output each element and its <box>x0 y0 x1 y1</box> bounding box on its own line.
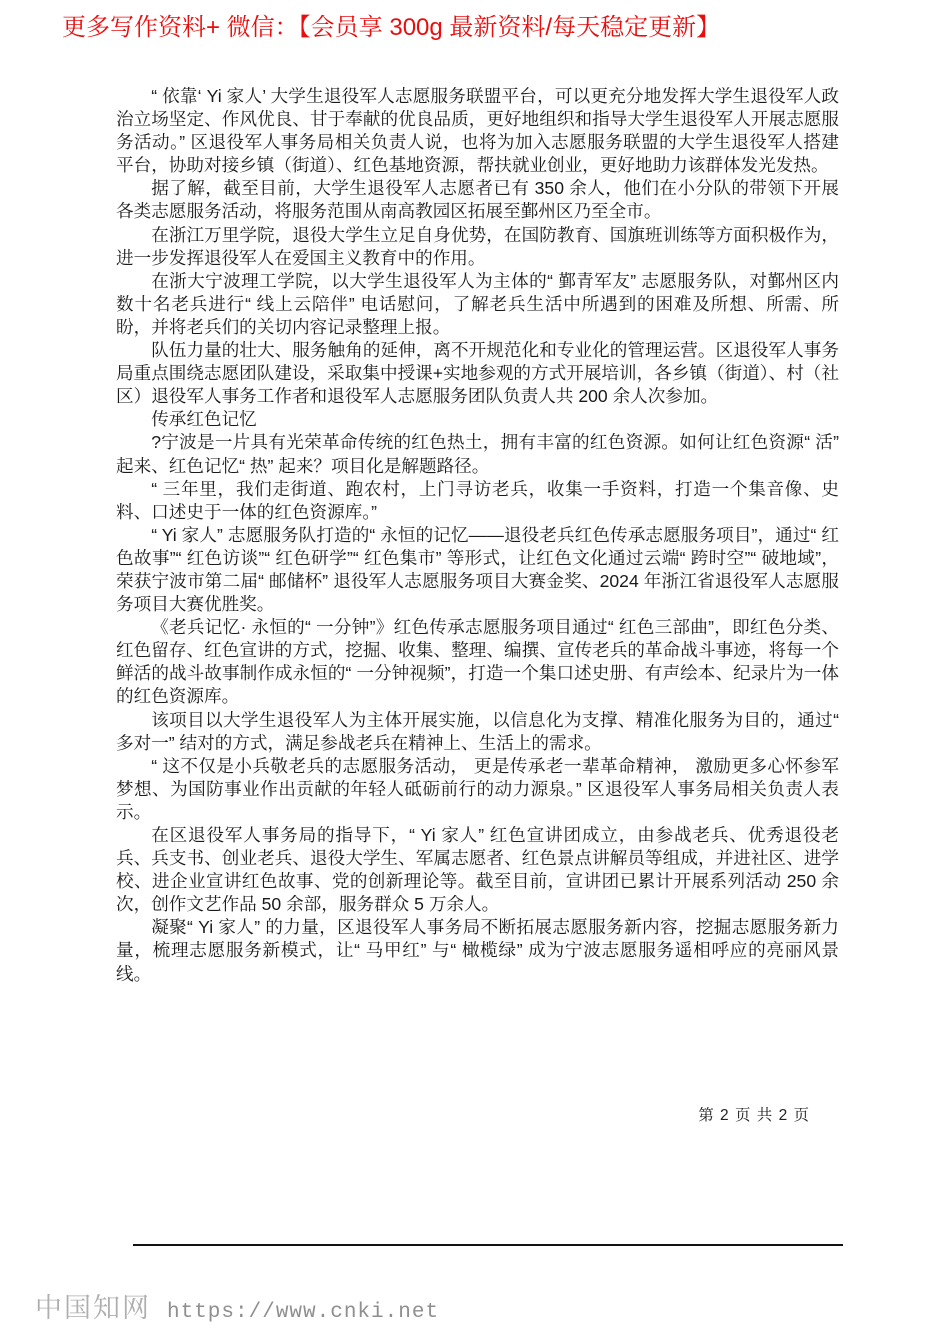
article-body <box>116 85 839 986</box>
cnki-logo: 中国知网 <box>35 1293 151 1323</box>
section-heading: 传承红色记忆 <box>151 409 257 430</box>
paragraph: 在区退役军人事务局的指导下，“ Yi 家人” 红色宣讲团成立，由参战老兵、优秀退役老兵、兵支书、创业老兵、退役大学生、军属志愿者、红色景点讲解员等组成，并进社区、进学校、进企业宣讲红色故事、党的创新理论等。截至目前，宣讲团已累计开展系列活动 250 余次，创作文艺作品 50 余部，服务群众 5 万余人。 <box>116 825 839 915</box>
paragraph: 凝聚“ Yi 家人” 的力量，区退役军人事务局不断拓展志愿服务新内容，挖掘志愿服务新力量，梳理志愿服务新模式，让“ 马甲红” 与“ 橄榄绿” 成为宁波志愿服务遥相呼应的亮丽风景线。 <box>116 917 839 984</box>
paragraph: “ Yi 家人” 志愿服务队打造的“ 永恒的记忆——退役老兵红色传承志愿服务项目”，通过“ 红色故事”“ 红色访谈”“ 红色研学”“ 红色集市” 等形式，让红色文化通过云端“ 跨时空”“ 破地域”，荣获宁波市第二届“ 邮储杯” 退役军人志愿服务项目大赛金奖、2024 年浙江省退役军人志愿服务项目大赛优胜奖。 <box>116 524 839 615</box>
footer-divider <box>133 1244 843 1246</box>
paragraph: “ 这不仅是小兵敬老兵的志愿服务活动， 更是传承老一辈革命精神， 激励更多心怀参军梦想、为国防事业作出贡献的年轻人砥砺前行的动力源泉。” 区退役军人事务局相关负责人表示。 <box>116 755 839 822</box>
paragraph: 队伍力量的壮大、服务触角的延伸，离不开规范化和专业化的管理运营。区退役军人事务局重点围绕志愿团队建设，采取集中授课+实地参观的方式开展培训，各乡镇（街道）、村（社区）退役军人事务工作者和退役军人志愿服务团队负责人共 200 余人次参加。 <box>116 340 839 407</box>
paragraph: 在浙江万里学院，退役大学生立足自身优势，在国防教育、国旗班训练等方面积极作为，进一步发挥退役军人在爱国主义教育中的作用。 <box>116 224 839 268</box>
page-indicator: 第 2 页 共 2 页 <box>698 1107 810 1124</box>
site-footer <box>35 1286 439 1325</box>
paragraph: 《老兵记忆· 永恒的“ 一分钟”》红色传承志愿服务项目通过“ 红色三部曲”，即红色分类、红色留存、红色宣讲的方式，挖掘、收集、整理、编撰、宣传老兵的革命战斗事迹，将每一个鲜活的战斗故事制作成永恒的“ 一分钟视频”，打造一个集口述史册、有声绘本、纪录片为一体的红色资源库。 <box>116 617 839 707</box>
paragraph: 在浙大宁波理工学院，以大学生退役军人为主体的“ 鄞青军友” 志愿服务队，对鄞州区内数十名老兵进行“ 线上云陪伴” 电话慰问，了解老兵生活中所遇到的困难及所想、所需、所盼，并将老兵们的关切内容记录整理上报。 <box>116 270 839 337</box>
paragraph: “ 三年里，我们走街道、跑农村，上门寻访老兵，收集一手资料，打造一个集音像、史料、口述史于一体的红色资源库。” <box>116 478 839 522</box>
paragraph: ?宁波是一片具有光荣革命传统的红色热土，拥有丰富的红色资源。如何让红色资源“ 活”起来、红色记忆“ 热” 起来？项目化是解题路径。 <box>116 432 839 476</box>
paragraph: 据了解，截至目前，大学生退役军人志愿者已有 350 余人，他们在小分队的带领下开展各类志愿服务活动，将服务范围从南高教园区拓展至鄞州区乃至全市。 <box>116 178 839 222</box>
promo-banner: 更多写作资料+ 微信：【会员享 300g 最新资料/每天稳定更新】 <box>62 14 721 41</box>
cnki-url[interactable]: https://www.cnki.net <box>167 1301 440 1324</box>
paragraph: 该项目以大学生退役军人为主体开展实施，以信息化为支撑、精准化服务为目的，通过“ 多对一” 结对的方式，满足参战老兵在精神上、生活上的需求。 <box>116 709 839 753</box>
paragraph: “ 依靠‘ Yi 家人’ 大学生退役军人志愿服务联盟平台，可以更充分地发挥大学生退役军人政治立场坚定、作风优良、甘于奉献的优良品质，更好地组织和指导大学生退役军人开展志愿服务活动。” 区退役军人事务局相关负责人说，也将为加入志愿服务联盟的大学生退役军人搭建平台，协助对接乡镇（街道）、红色基地资源，帮扶就业创业，更好地助力该群体发光发热。 <box>116 86 839 176</box>
